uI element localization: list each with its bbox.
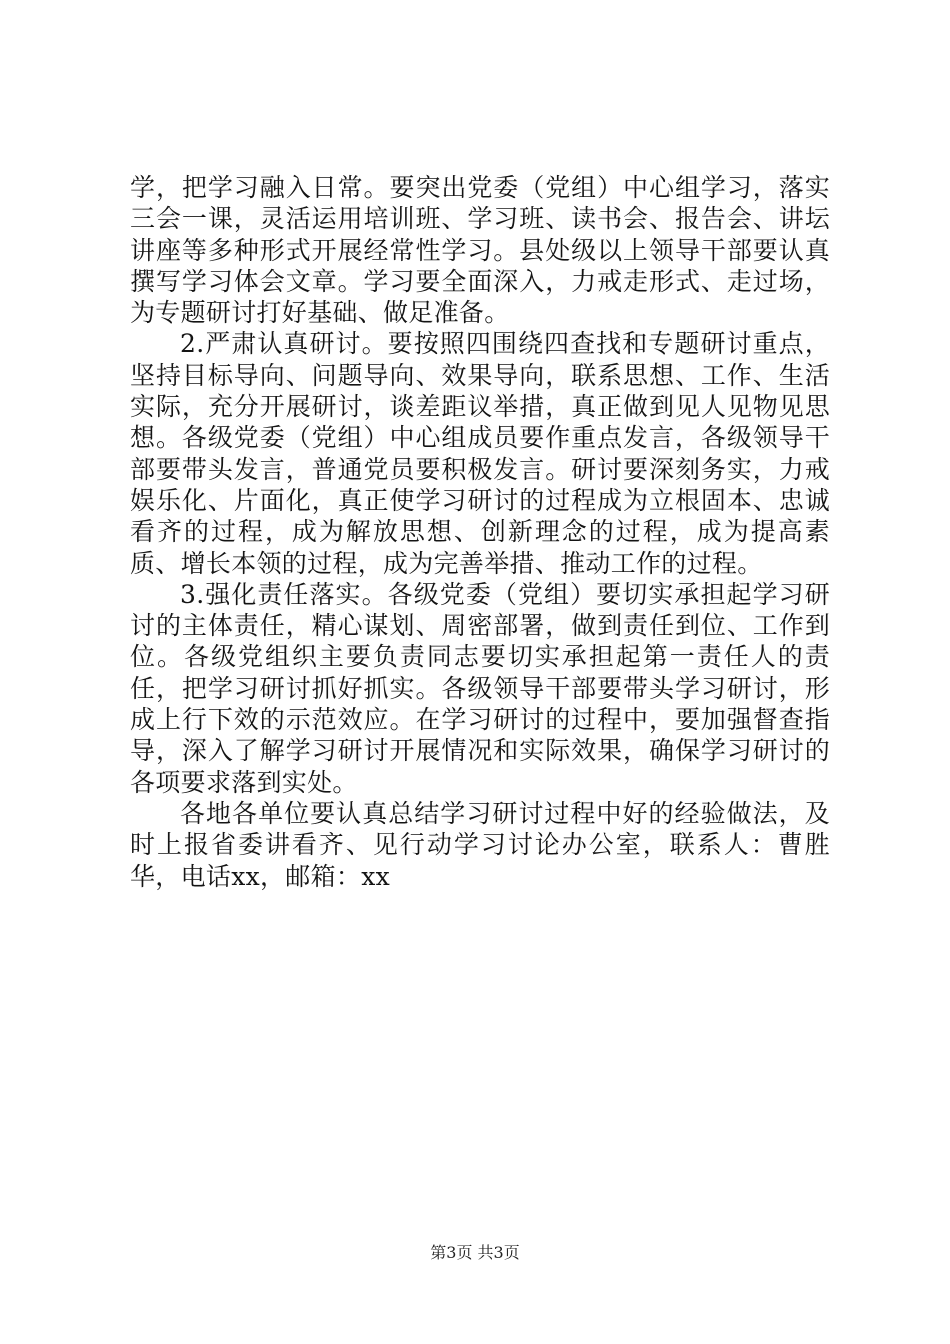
paragraph-continuation: 学，把学习融入日常。要突出党委（党组）中心组学习，落实三会一课，灵活运用培训班、学习班、读书会、报告会、讲坛讲座等多种形式开展经常性学习。县处级以上领导干部要认真撰写学习体会文章。学习要全面深入，力戒走形式、走过场，为专题研讨打好基础、做足准备。 — [130, 173, 830, 328]
paragraph-item-2: 2.严肃认真研讨。要按照四围绕四查找和专题研讨重点，坚持目标导向、问题导向、效果导向，联系思想、工作、生活实际，充分开展研讨，谈差距议举措，真正做到见人见物见思想。各级党委（党组）中心组成员要作重点发言，各级领导干部要带头发言，普通党员要积极发言。研讨要深刻务实，力戒娱乐化、片面化，真正使学习研讨的过程成为立根固本、忠诚看齐的过程，成为解放思想、创新理念的过程，成为提高素质、增长本领的过程，成为完善举措、推动工作的过程。 — [130, 329, 830, 578]
document-body — [130, 172, 830, 892]
paragraph-closing: 各地各单位要认真总结学习研讨过程中好的经验做法，及时上报省委讲看齐、见行动学习讨论办公室，联系人：曹胜华，电话xx，邮箱：xx — [130, 798, 830, 891]
page-footer: 第3页 共3页 — [430, 1243, 520, 1262]
paragraph-item-3: 3.强化责任落实。各级党委（党组）要切实承担起学习研讨的主体责任，精心谋划、周密部署，做到责任到位、工作到位。各级党组织主要负责同志要切实承担起第一责任人的责任，把学习研讨抓好抓实。各级领导干部要带头学习研讨，形成上行下效的示范效应。在学习研讨的过程中，要加强督查指导，深入了解学习研讨开展情况和实际效果，确保学习研讨的各项要求落到实处。 — [130, 579, 830, 797]
